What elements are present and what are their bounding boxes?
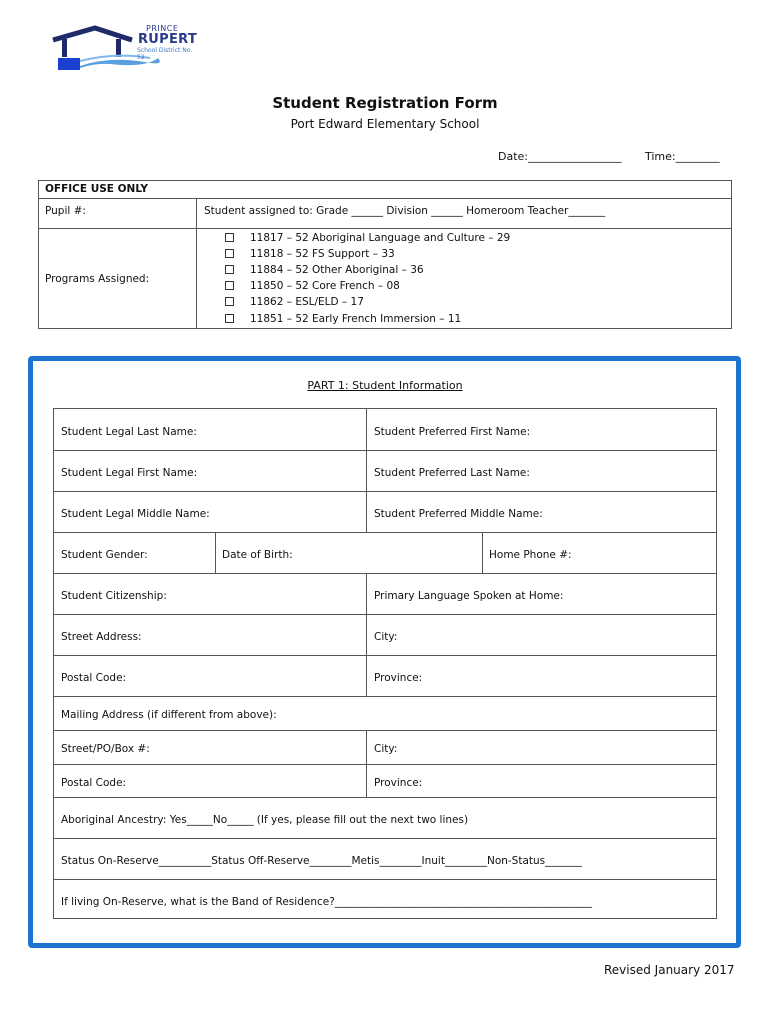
logo-text-district: School District No. 52 <box>137 47 193 61</box>
office-use-header <box>39 181 731 199</box>
row-divider <box>54 614 716 615</box>
row-divider <box>54 655 716 656</box>
row-divider <box>54 491 716 492</box>
row-divider <box>54 797 716 798</box>
mailing-postal-code-field[interactable]: Postal Code: <box>61 777 127 789</box>
status-field[interactable]: Status On-Reserve__________Status Off-Reserve________Metis________Inuit________Non-Status_______ <box>61 855 582 867</box>
row-divider <box>54 764 716 765</box>
program-checkbox-item[interactable] <box>225 248 395 260</box>
school-name: Port Edward Elementary School <box>290 117 480 131</box>
row-divider <box>54 730 716 731</box>
primary-language-field[interactable]: Primary Language Spoken at Home: <box>374 590 564 602</box>
col-divider <box>366 730 367 797</box>
logo-text-rupert: RUPERT <box>138 32 198 47</box>
revision-date: Revised January 2017 <box>604 963 735 977</box>
col-divider <box>482 532 483 573</box>
date-of-birth-field[interactable]: Date of Birth: <box>222 549 293 561</box>
checkbox[interactable] <box>225 297 234 306</box>
checkbox[interactable] <box>225 281 234 290</box>
checkbox[interactable] <box>225 314 234 323</box>
checkbox[interactable] <box>225 265 234 274</box>
band-of-residence-field[interactable]: If living On-Reserve, what is the Band of Residence?_________________________________________________ <box>61 896 593 908</box>
program-label: 11850 – 52 Core French – 08 <box>250 280 400 292</box>
office-divider <box>196 198 197 329</box>
row-divider <box>54 879 716 880</box>
program-label: 11818 – 52 FS Support – 33 <box>250 248 395 260</box>
city-field[interactable]: City: <box>374 631 398 643</box>
student-info-table <box>53 408 717 919</box>
time-field[interactable]: Time:________ <box>645 150 720 163</box>
legal-last-name-field[interactable]: Student Legal Last Name: <box>61 426 197 438</box>
student-assigned-field[interactable]: Student assigned to: Grade ______ Division ______ Homeroom Teacher_______ <box>204 205 606 217</box>
row-divider <box>54 532 716 533</box>
programs-assigned-label: Programs Assigned: <box>45 273 150 285</box>
postal-code-field[interactable]: Postal Code: <box>61 672 127 684</box>
program-checkbox-item[interactable] <box>225 280 400 292</box>
program-label: 11862 – ESL/ELD – 17 <box>250 296 364 308</box>
logo-text-prince: PRINCE <box>146 24 179 33</box>
legal-middle-name-field[interactable]: Student Legal Middle Name: <box>61 508 210 520</box>
program-label: 11884 – 52 Other Aboriginal – 36 <box>250 264 424 276</box>
program-checkbox-item[interactable] <box>225 296 364 308</box>
pupil-number-field[interactable]: Pupil #: <box>45 205 86 217</box>
program-checkbox-item[interactable] <box>225 313 461 325</box>
row-divider <box>54 573 716 574</box>
mailing-address-label: Mailing Address (if different from above): <box>61 709 277 721</box>
preferred-first-name-field[interactable]: Student Preferred First Name: <box>374 426 531 438</box>
legal-first-name-field[interactable]: Student Legal First Name: <box>61 467 198 479</box>
province-field[interactable]: Province: <box>374 672 423 684</box>
home-phone-field[interactable]: Home Phone #: <box>489 549 572 561</box>
aboriginal-ancestry-field[interactable]: Aboriginal Ancestry: Yes_____No_____ (If yes, please fill out the next two lines) <box>61 814 469 826</box>
citizenship-field[interactable]: Student Citizenship: <box>61 590 167 602</box>
checkbox[interactable] <box>225 233 234 242</box>
gender-field[interactable]: Student Gender: <box>61 549 148 561</box>
form-title: Student Registration Form <box>272 94 498 112</box>
col-divider <box>215 532 216 573</box>
program-label: 11851 – 52 Early French Immersion – 11 <box>250 313 462 325</box>
date-field[interactable]: Date:_________________ <box>498 150 622 163</box>
checkbox[interactable] <box>225 249 234 258</box>
col-divider <box>366 409 367 532</box>
part1-heading: PART 1: Student Information <box>307 379 463 392</box>
program-checkbox-item[interactable] <box>225 264 424 276</box>
row-divider <box>54 696 716 697</box>
school-district-logo <box>50 22 200 74</box>
mailing-province-field[interactable]: Province: <box>374 777 423 789</box>
preferred-last-name-field[interactable]: Student Preferred Last Name: <box>374 467 530 479</box>
preferred-middle-name-field[interactable]: Student Preferred Middle Name: <box>374 508 543 520</box>
program-label: 11817 – 52 Aboriginal Language and Culture – 29 <box>250 232 511 244</box>
office-use-heading: OFFICE USE ONLY <box>45 183 149 195</box>
office-use-table <box>38 180 732 329</box>
program-checkbox-item[interactable] <box>225 232 510 244</box>
row-divider <box>54 838 716 839</box>
street-address-field[interactable]: Street Address: <box>61 631 142 643</box>
row-divider <box>54 450 716 451</box>
mailing-street-field[interactable]: Street/PO/Box #: <box>61 743 150 755</box>
mailing-city-field[interactable]: City: <box>374 743 398 755</box>
col-divider <box>366 573 367 696</box>
